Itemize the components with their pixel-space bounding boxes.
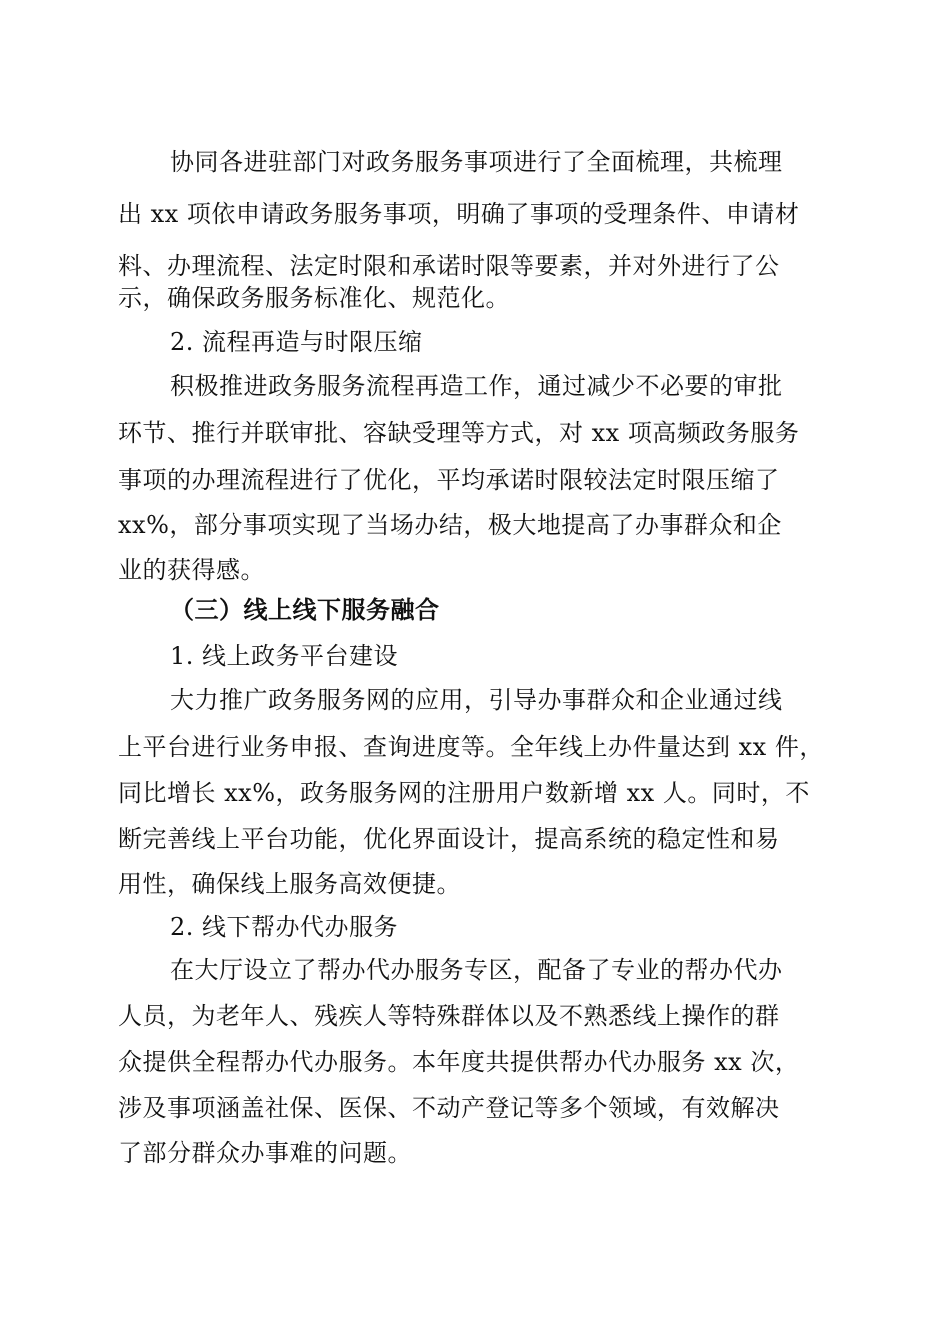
paragraph-line: 协同各进驻部门对政务服务事项进行了全面梳理，共梳理 [170,148,783,176]
paragraph-line: 众提供全程帮办代办服务。本年度共提供帮办代办服务 xx 次， [118,1048,800,1076]
paragraph-line: 大力推广政务服务网的应用，引导办事群众和企业通过线 [170,686,783,714]
paragraph-line: 积极推进政务服务流程再造工作，通过减少不必要的审批 [170,372,783,400]
paragraph-line: 出 xx 项依申请政务服务事项，明确了事项的受理条件、申请材 [118,200,800,228]
subsection-heading: 2. 流程再造与时限压缩 [170,328,423,356]
paragraph-line: 人员，为老年人、残疾人等特殊群体以及不熟悉线上操作的群 [118,1002,780,1030]
subsection-heading: 2. 线下帮办代办服务 [170,913,399,941]
paragraph-line: xx%，部分事项实现了当场办结，极大地提高了办事群众和企 [118,511,782,539]
paragraph-line: 在大厅设立了帮办代办服务专区，配备了专业的帮办代办 [170,956,783,984]
paragraph-line: 事项的办理流程进行了优化，平均承诺时限较法定时限压缩了 [118,466,780,494]
section-heading: （三）线上线下服务融合 [170,595,440,624]
paragraph-line: 料、办理流程、法定时限和承诺时限等要素，并对外进行了公 [118,252,780,280]
paragraph-line: 断完善线上平台功能，优化界面设计，提高系统的稳定性和易 [118,825,780,853]
paragraph-line: 同比增长 xx%，政务服务网的注册用户数新增 xx 人。同时，不 [118,779,810,807]
paragraph-line: 上平台进行业务申报、查询进度等。全年线上办件量达到 xx 件， [118,733,824,761]
paragraph-line: 环节、推行并联审批、容缺受理等方式，对 xx 项高频政务服务 [118,419,800,447]
paragraph-line: 示，确保政务服务标准化、规范化。 [118,284,510,312]
subsection-heading: 1. 线上政务平台建设 [170,642,399,670]
paragraph-line: 业的获得感。 [118,556,265,584]
paragraph-line: 用性，确保线上服务高效便捷。 [118,870,461,898]
paragraph-line: 涉及事项涵盖社保、医保、不动产登记等多个领域，有效解决 [118,1094,780,1122]
paragraph-line: 了部分群众办事难的问题。 [118,1139,412,1167]
